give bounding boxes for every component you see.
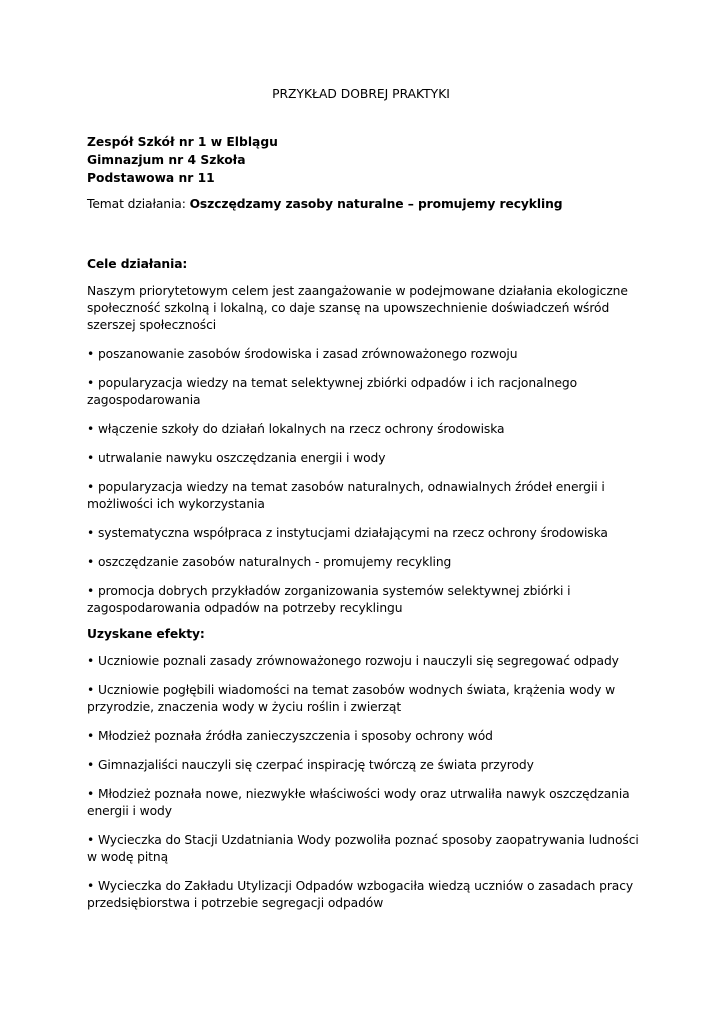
topic-line <box>87 196 562 213</box>
goal-item: • systematyczna współpraca z instytucjami działającymi na rzecz ochrony środowiska <box>87 526 608 540</box>
goal-item: • promocja dobrych przykładów zorganizowania systemów selektywnej zbiórki i zagospodarowania odpadów na potrzeby recyklingu <box>87 584 571 615</box>
school-line: Gimnazjum nr 4 Szkoła <box>87 153 246 167</box>
effect-item: • Uczniowie pogłębili wiadomości na temat zasobów wodnych świata, krążenia wody w przyrodzie, znaczenia wody w życiu roślin i zwierząt <box>87 683 616 714</box>
goals-heading: Cele działania: <box>87 257 188 271</box>
effect-item: • Wycieczka do Stacji Uzdatniania Wody pozwoliła poznać sposoby zaopatrywania ludności w wodę pitną <box>87 833 639 864</box>
school-line: Zespół Szkół nr 1 w Elblągu <box>87 135 278 149</box>
goal-item: • popularyzacja wiedzy na temat zasobów naturalnych, odnawialnych źródeł energii i możliwości ich wykorzystania <box>87 480 605 511</box>
effects-section <box>87 653 647 924</box>
school-line: Podstawowa nr 11 <box>87 171 215 185</box>
goal-item: • poszanowanie zasobów środowiska i zasad zrównoważonego rozwoju <box>87 347 518 361</box>
goal-item: • utrwalanie nawyku oszczędzania energii i wody <box>87 451 386 465</box>
effects-heading: Uzyskane efekty: <box>87 627 205 641</box>
goal-item: • oszczędzanie zasobów naturalnych - promujemy recykling <box>87 555 452 569</box>
goals-intro: Naszym priorytetowym celem jest zaangażowanie w podejmowane działania ekologiczne społeczność szkolną i lokalną, co daje szansę na upowszechnienie doświadczeń wśród szerszej społeczności <box>87 284 628 332</box>
topic-label: Temat działania: <box>87 197 190 211</box>
goal-item: • włączenie szkoły do działań lokalnych na rzecz ochrony środowiska <box>87 422 505 436</box>
goals-section <box>87 283 647 629</box>
document-title: PRZYKŁAD DOBREJ PRAKTYKI <box>272 87 450 101</box>
effect-item: • Uczniowie poznali zasady zrównoważonego rozwoju i nauczyli się segregować odpady <box>87 654 619 668</box>
effect-item: • Młodzież poznała źródła zanieczyszczenia i sposoby ochrony wód <box>87 729 493 743</box>
effect-item: • Wycieczka do Zakładu Utylizacji Odpadów wzbogaciła wiedzą uczniów o zasadach pracy przedsiębiorstwa i potrzebie segregacji odpadów <box>87 879 634 910</box>
effect-item: • Młodzież poznała nowe, niezwykłe właściwości wody oraz utrwaliła nawyk oszczędzania energii i wody <box>87 787 630 818</box>
goal-item: • popularyzacja wiedzy na temat selektywnej zbiórki odpadów i ich racjonalnego zagospodarowania <box>87 376 578 407</box>
effect-item: • Gimnazjaliści nauczyli się czerpać inspirację twórczą ze świata przyrody <box>87 758 534 772</box>
school-name-block <box>87 133 278 187</box>
topic-value: Oszczędzamy zasoby naturalne – promujemy recykling <box>189 197 563 211</box>
